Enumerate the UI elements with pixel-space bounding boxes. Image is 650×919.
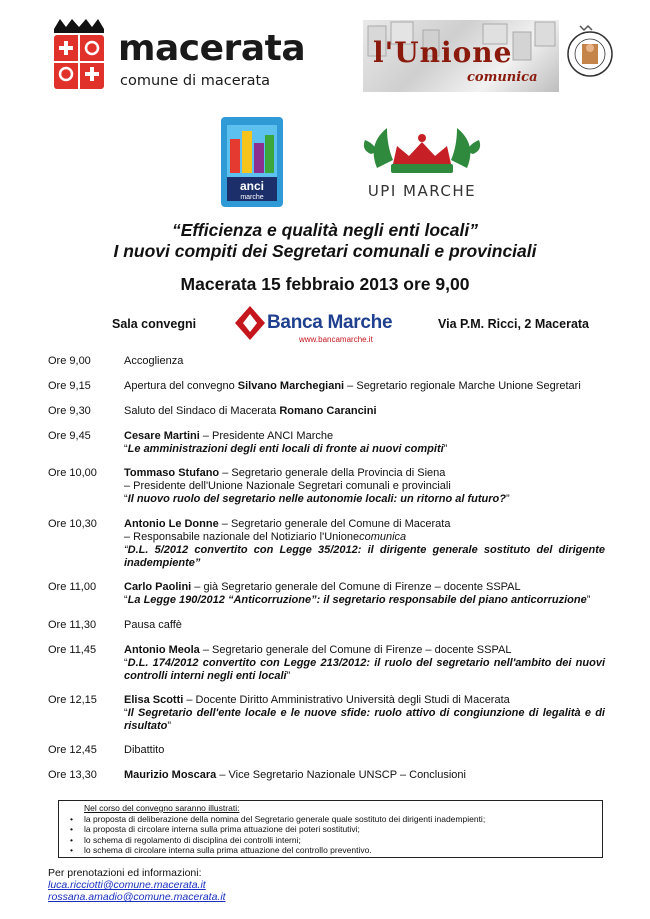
upi-label: UPI MARCHE: [367, 182, 477, 200]
speaker-name: Silvano Marchegiani: [237, 380, 345, 392]
speaker-role: – Docente Diritto Amministrativo Università degli Studi di Macerata: [183, 694, 510, 706]
notes-list-item: • la proposta di circolare interna sulla prima attuazione dei poteri sostitutivi;: [66, 824, 602, 835]
anci-label: anci: [239, 179, 265, 193]
email-link-1[interactable]: luca.ricciotti@comune.macerata.it: [48, 879, 206, 891]
program-time: Ore 9,30: [48, 405, 91, 417]
talk-topic: D.L. 174/2012 convertito con Legge 213/2012: il ruolo del segretario nell'ambito dei nuovi controlli interni negli enti locali: [124, 657, 605, 682]
event-date: Macerata 15 febbraio 2013 ore 9,00: [180, 274, 470, 294]
upi-marche-logo: [357, 120, 487, 208]
quote-open: “: [124, 544, 128, 556]
program-time: Ore 11,00: [48, 581, 97, 593]
talk-topic: La Legge 190/2012 “Anticorruzione”: il segretario responsabile del piano anticorruzione: [127, 594, 587, 606]
notes-title: Nel corso del convegno saranno illustrati:: [84, 803, 240, 813]
unione-title: l'Unione: [373, 36, 513, 69]
speaker-role: – Presidente ANCI Marche: [199, 430, 334, 442]
speaker-name: Carlo Paolini: [124, 581, 192, 593]
program-time: Ore 11,30: [48, 619, 97, 631]
speaker-name: Elisa Scotti: [124, 694, 184, 706]
program-text: Accoglienza: [124, 355, 184, 367]
speaker-role-2: – Presidente dell'Unione Nazionale Segretari comunali e provinciali: [124, 480, 451, 492]
talk-topic: Le amministrazioni degli enti locali di fronte ai nuovi compiti: [127, 443, 444, 455]
program-text: Saluto del Sindaco di Macerata: [124, 405, 280, 417]
banca-marche-name: Banca Marche: [267, 312, 393, 333]
speaker-name: Cesare Martini: [124, 430, 200, 442]
speaker-name: Maurizio Moscara: [124, 769, 217, 781]
anci-sublabel: marche: [240, 194, 264, 201]
notiziario-name: comunica: [359, 531, 407, 543]
notes-list: [66, 814, 602, 856]
talk-topic: Il nuovo ruolo del segretario nelle autonomie locali: un ritorno al futuro?: [127, 493, 506, 505]
quote-close: ”: [167, 720, 172, 732]
speaker-role: – Segretario generale del Comune di Macerata: [218, 518, 451, 530]
speaker-role: – Vice Segretario Nazionale UNSCP – Conclusioni: [216, 769, 466, 781]
event-title-line1: “Efficienza e qualità negli enti locali”: [171, 220, 478, 240]
program-time: Ore 9,45: [48, 430, 91, 442]
program-time: Ore 10,30: [48, 518, 97, 530]
speaker-name: Romano Carancini: [279, 405, 377, 417]
quote-open: “: [124, 493, 128, 505]
quote-close: ”: [505, 493, 510, 505]
program-time: Ore 12,45: [48, 744, 97, 756]
unione-banner: [363, 20, 559, 92]
program-time: Ore 9,00: [48, 355, 91, 367]
macerata-name: macerata: [118, 28, 306, 69]
anci-marche-logo: [221, 117, 283, 207]
speaker-name: Antonio Meola: [124, 644, 200, 656]
unione-subtitle: comunica: [467, 70, 538, 85]
event-title-line2: I nuovi compiti dei Segretari comunali e provinciali: [113, 241, 537, 261]
quote-open: “: [124, 443, 128, 455]
notes-list-item: • la proposta di deliberazione della nomina del Segretario generale quale sostituto dei dirigenti inadempienti;: [66, 814, 602, 825]
program-text: Apertura del convegno: [124, 380, 238, 392]
anci-icon: [221, 117, 283, 207]
notes-list-item: • lo schema di circolare interna sulla prima attuazione del controllo preventivo.: [66, 845, 602, 856]
banca-marche-icon: [235, 306, 265, 340]
speaker-role: – Segretario regionale Marche Unione Segretari: [344, 380, 581, 392]
venue-room: Sala convegni: [112, 317, 197, 331]
quote-open: “: [124, 594, 128, 606]
speaker-role: – già Segretario generale del Comune di Firenze – docente SSPAL: [191, 581, 521, 593]
speaker-role: – Segretario generale del Comune di Firenze – docente SSPAL: [199, 644, 512, 656]
program-time: Ore 11,45: [48, 644, 97, 656]
speaker-name: Antonio Le Donne: [124, 518, 219, 530]
notes-box: [58, 800, 603, 858]
program-time: Ore 10,00: [48, 467, 97, 479]
program-text: Pausa caffè: [124, 619, 182, 631]
speaker-role: – Segretario generale della Provincia di Siena: [219, 467, 446, 479]
macerata-logo: [52, 17, 312, 95]
program-time: Ore 9,15: [48, 380, 91, 392]
quote-open: “: [124, 657, 128, 669]
notes-list-item: • lo schema di regolamento di disciplina dei controlli interni;: [66, 835, 602, 846]
speaker-role-2: – Responsabile nazionale del Notiziario l'Unione: [124, 531, 360, 543]
quote-close: ”: [586, 594, 591, 606]
unione-comunica-logo: [363, 20, 613, 94]
macerata-crest-icon: [52, 17, 106, 91]
contact-intro: Per prenotazioni ed informazioni:: [48, 867, 202, 879]
speaker-name: Tommaso Stufano: [124, 467, 220, 479]
program-time: Ore 13,30: [48, 769, 97, 781]
quote-close: ”: [286, 670, 291, 682]
banca-marche-logo: [235, 304, 415, 346]
contact-info: [48, 867, 226, 903]
program-text: Dibattito: [124, 744, 165, 756]
unscp-seal-icon: [566, 20, 614, 92]
email-link-2[interactable]: rossana.amadio@comune.macerata.it: [48, 891, 226, 903]
quote-open: “: [124, 707, 128, 719]
talk-topic: D.L. 5/2012 convertito con Legge 35/2012: il dirigente generale sostituto del dirigente inadempiente”: [124, 544, 605, 569]
program-time: Ore 12,15: [48, 694, 97, 706]
macerata-subtitle: comune di macerata: [120, 73, 271, 89]
quote-close: ”: [443, 443, 448, 455]
laurel-crown-icon: [357, 120, 487, 182]
venue-address: Via P.M. Ricci, 2 Macerata: [438, 317, 590, 331]
talk-topic: Il Segretario dell'ente locale e le nuove sfide: ruolo attivo di congiunzione di legalità e di risultato: [124, 707, 605, 732]
banca-marche-url: www.bancamarche.it: [299, 335, 373, 344]
